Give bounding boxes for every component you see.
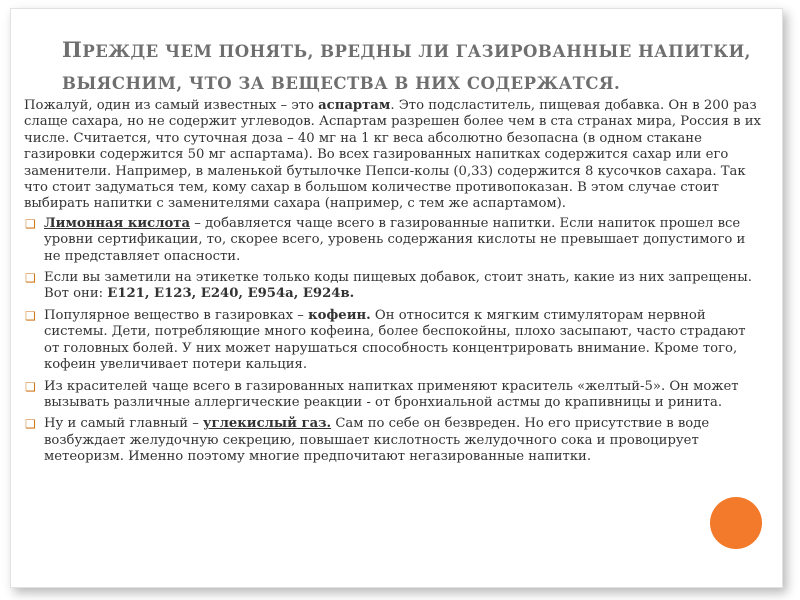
slide-body [24, 98, 762, 471]
item-pre: Из красителей чаще всего в газированных напитках применяют краситель «желтый-5». Он может вызывать различные аллергические реакции - от бронхиальной астмы до крапивницы и ринита. [44, 378, 739, 410]
intro-post: . Это подсластитель, пищевая добавка. Он в 200 раз слаще сахара, но не содержит углеводов. Аспартам разрешен более чем в ста странах мира, Россия в их числе. Считается, что суточная доза – 40 мг на 1 кг веса абсолютно безопасна (в одном стакане газировки содержится 50 мг аспартама). Во всех газированных напитках содержится сахар или его заменители. Например, в маленькой бутылочке Пепси-колы (0,33) содержится 8 кусочков сахара. Так что стоит задуматься тем, кому сахар в большом количестве противопоказан. В этом случае стоит выбирать напитки с заменителями сахара (например, с тем же аспартамом). [24, 98, 761, 212]
title-line-1-text: РЕЖДЕ ЧЕМ ПОНЯТЬ, ВРЕДНЫ ЛИ ГАЗИРОВАННЫЕ НАПИТКИ, [82, 42, 751, 61]
item-keyword: кофеин. [308, 307, 371, 323]
bullet-icon: ❑ [25, 216, 36, 231]
item-pre: Если вы заметили на этикетке только коды пищевых добавок, стоит знать, какие из них запрещены. Вот они: [44, 270, 752, 302]
item-pre: Популярное вещество в газировках – [44, 307, 309, 323]
slide-title [62, 34, 752, 100]
item-post: – добавляется чаще всего в газированные напитки. Если напиток прошел все уровни сертификации, то, скорее всего, уровень содержания кислоты не превышает допустимого и не представляет опасности. [44, 215, 746, 264]
list-item [24, 416, 762, 465]
item-keyword: Е121, Е123, Е240, Е954а, Е924в. [107, 286, 355, 302]
list-item [24, 216, 762, 265]
item-keyword: Лимонная кислота [44, 215, 191, 231]
title-line-1 [62, 34, 752, 68]
bullet-icon: ❑ [25, 379, 36, 394]
item-post: Сам по себе он безвреден. Но его присутствие в воде возбуждает желудочную секрецию, повышает кислотность желудочного сока и провоцирует метеоризм. Именно поэтому многие предпочитают негазированные напитки. [44, 416, 710, 465]
item-post: Он относится к мягким стимуляторам нервной системы. Дети, потребляющие много кофеина, более беспокойны, плохо засыпают, часто страдают от головных болей. У них может нарушаться способность концентрировать внимание. Кроме того, кофеин увеличивает потери кальция. [44, 307, 746, 373]
intro-keyword: аспартам [318, 98, 391, 113]
item-pre: Ну и самый главный – [44, 416, 204, 432]
list-item [24, 379, 762, 412]
list-item [24, 308, 762, 374]
title-line-2: ВЫЯСНИМ, ЧТО ЗА ВЕЩЕСТВА В НИХ СОДЕРЖАТСЯ. [62, 74, 621, 93]
list-item [24, 270, 762, 303]
bullet-icon: ❑ [25, 417, 36, 432]
decorative-circle-icon [710, 497, 762, 549]
bullet-icon: ❑ [25, 308, 36, 323]
bullet-icon: ❑ [25, 271, 36, 286]
item-keyword: углекислый газ. [203, 416, 332, 432]
title-initial: П [62, 37, 83, 62]
intro-pre: Пожалуй, один из самый известных – это [24, 98, 319, 113]
intro-paragraph [24, 98, 762, 213]
